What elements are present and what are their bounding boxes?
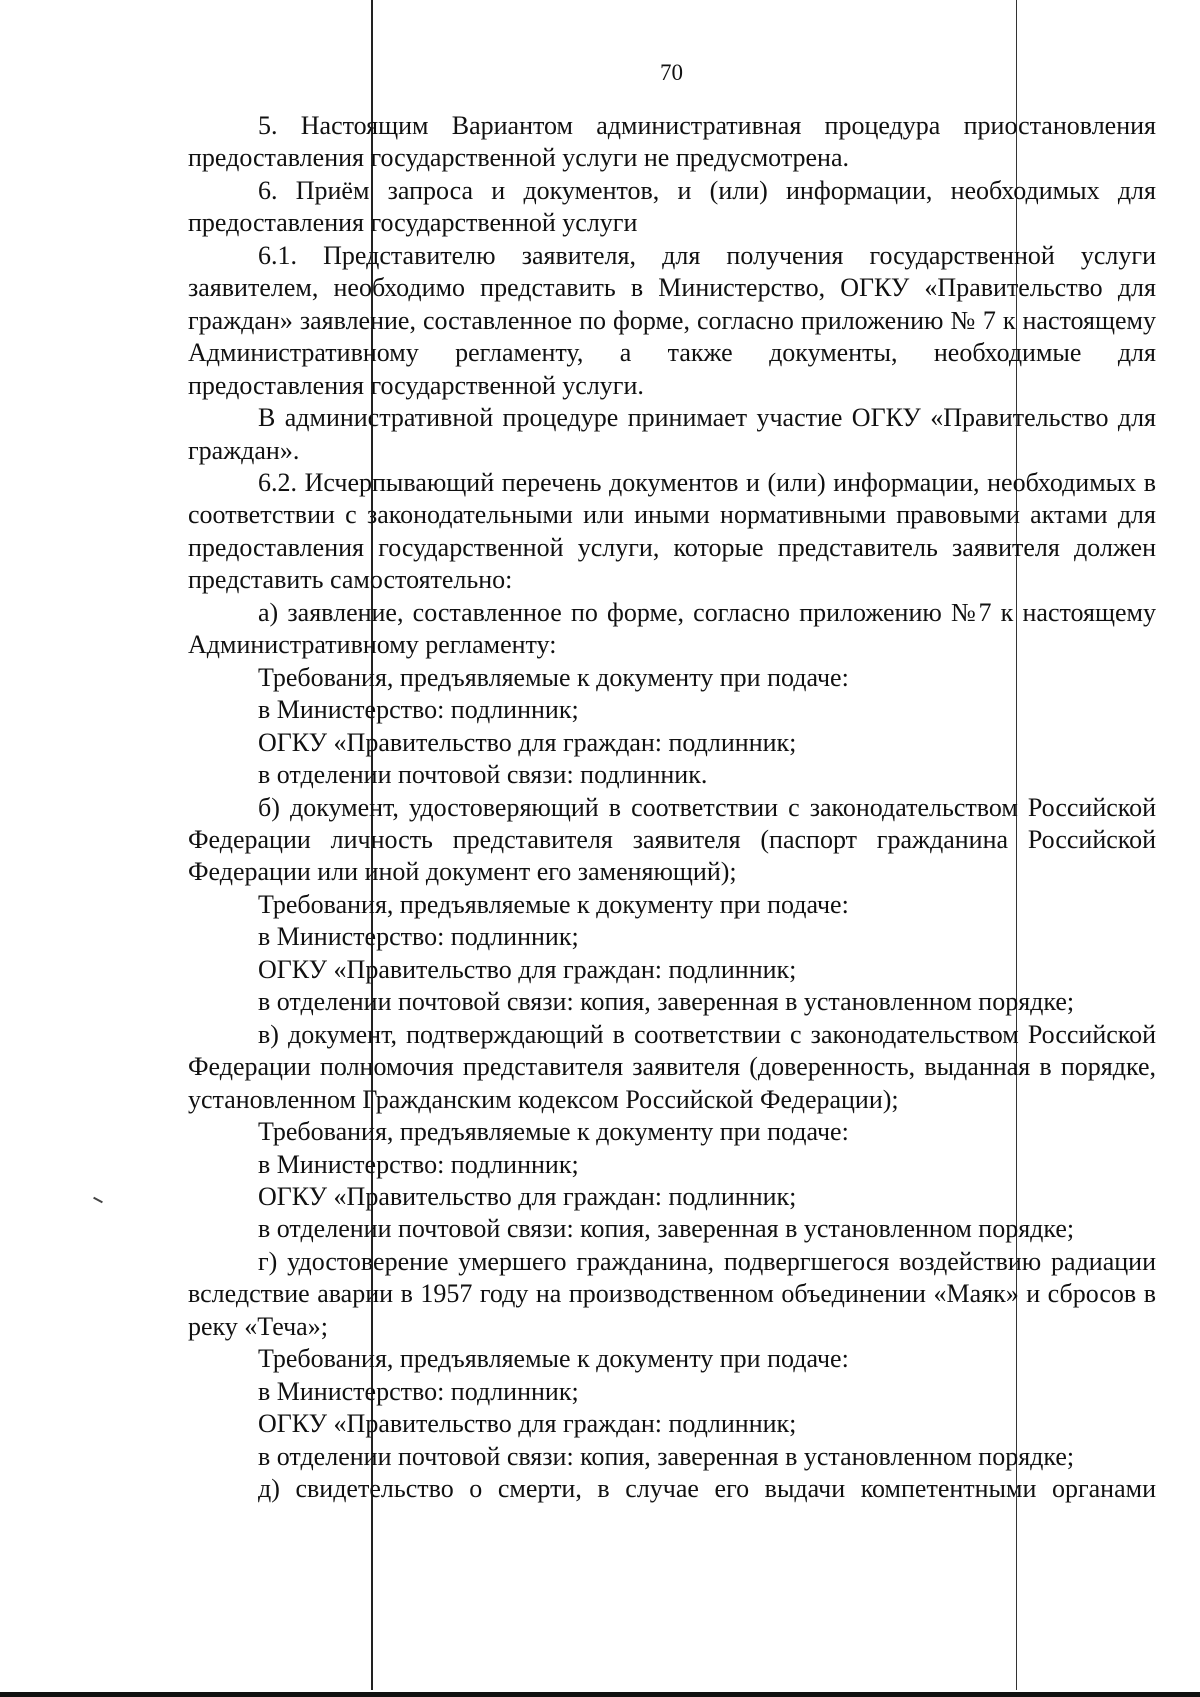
requirements-heading: Требования, предъявляемые к документу при подаче: <box>258 889 849 919</box>
requirement-ogku: ОГКУ «Правительство для граждан: подлинник; <box>258 1181 797 1211</box>
requirements-heading: Требования, предъявляемые к документу при подаче: <box>258 1117 849 1147</box>
item-b-identity-document: б) документ, удостоверяющий в соответствии с законодательством Российской Федерации личность представителя заявителя (паспорт гражданина Российской Федерации или иной документ его заменяющий); <box>188 792 1156 887</box>
requirement-post-office: в отделении почтовой связи: копия, заверенная в установленном порядке; <box>258 1214 1075 1244</box>
item-d-death-certificate: д) свидетельство о смерти, в случае его выдачи компетентными органами <box>258 1474 1156 1504</box>
paragraph-6-2: 6.2. Исчерпывающий перечень документов и (или) информации, необходимых в соответствии с законодательными или иными нормативными правовыми актами для предоставления государственной услуги, которые представитель заявителя должен представить самостоятельно: <box>188 467 1156 595</box>
paragraph-5: 5. Настоящим Вариантом административная процедура приостановления предоставления государственной услуги не предусмотрена. <box>188 111 1156 173</box>
item-g-radiation-certificate: г) удостоверение умершего гражданина, подвергшегося воздействию радиации вследствие аварии в 1957 году на производственном объединении «Маяк» и сбросов в реку «Теча»; <box>188 1246 1156 1341</box>
requirement-ministry: в Министерство: подлинник; <box>258 1376 579 1406</box>
requirement-ogku: ОГКУ «Правительство для граждан: подлинник; <box>258 954 797 984</box>
requirements-heading: Требования, предъявляемые к документу при подаче: <box>258 662 849 692</box>
paragraph-6-1: 6.1. Представителю заявителя, для получения государственной услуги заявителем, необходимо представить в Министерство, ОГКУ «Правительство для граждан» заявление, составленное по форме, согласно приложению № 7 к настоящему Административному регламенту, а также документы, необходимые для предоставления государственной услуги. <box>188 240 1156 400</box>
item-a-application: а) заявление, составленное по форме, согласно приложению №7 к настоящему Административному регламенту: <box>188 597 1156 660</box>
page-bottom-edge <box>0 1692 1200 1697</box>
page-number: 70 <box>660 60 683 85</box>
document-body <box>188 110 1156 1505</box>
requirement-ministry: в Министерство: подлинник; <box>258 1149 579 1179</box>
requirements-heading: Требования, предъявляемые к документу при подаче: <box>258 1344 849 1374</box>
requirement-ogku: ОГКУ «Правительство для граждан: подлинник; <box>258 1409 797 1439</box>
requirement-post-office: в отделении почтовой связи: подлинник. <box>258 760 708 790</box>
requirement-ogku: ОГКУ «Правительство для граждан: подлинник; <box>258 727 797 757</box>
paragraph-procedure-participant: В административной процедуре принимает участие ОГКУ «Правительство для граждан». <box>188 403 1156 465</box>
requirement-ministry: в Министерство: подлинник; <box>258 922 579 952</box>
requirement-post-office: в отделении почтовой связи: копия, заверенная в установленном порядке; <box>258 987 1075 1017</box>
requirement-ministry: в Министерство: подлинник; <box>258 695 579 725</box>
paragraph-6: 6. Приём запроса и документов, и (или) информации, необходимых для предоставления государственной услуги <box>188 175 1156 238</box>
scan-speck <box>93 1197 103 1203</box>
item-v-power-of-attorney: в) документ, подтверждающий в соответствии с законодательством Российской Федерации полномочия представителя заявителя (доверенность, выданная в порядке, установленном Гражданским кодексом Российской Федерации); <box>188 1019 1156 1114</box>
requirement-post-office: в отделении почтовой связи: копия, заверенная в установленном порядке; <box>258 1441 1075 1471</box>
